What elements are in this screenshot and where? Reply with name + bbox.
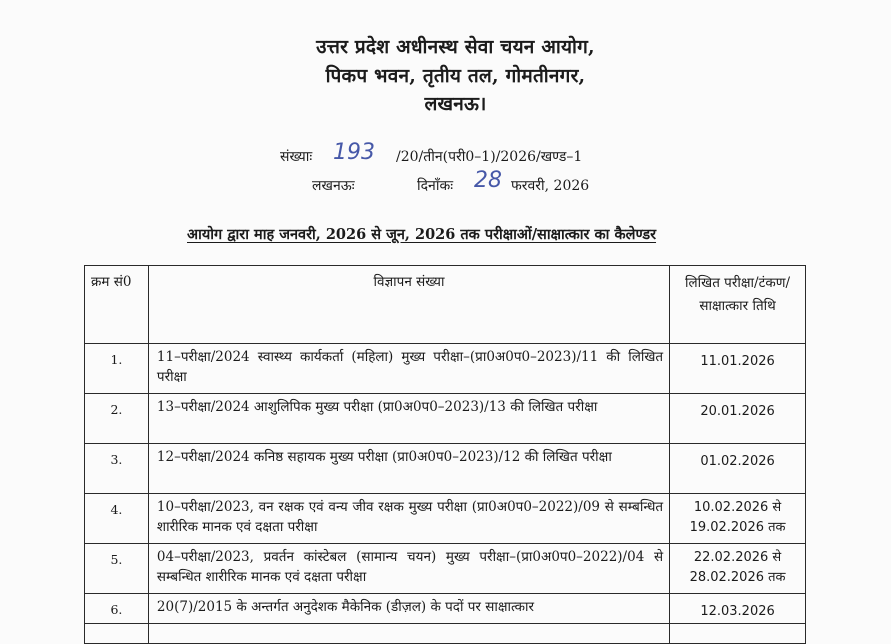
commission-city: लखनऊ। — [424, 93, 487, 115]
commission-address: पिकप भवन, तृतीय तल, गोमतीनगर, — [325, 65, 586, 87]
serial-number-cell: 2. — [85, 394, 149, 444]
date-cell: 01.02.2026 — [670, 444, 806, 494]
advertisement-cell: 20(7)/2015 के अन्तर्गत अनुदेशक मैकेनिक (डीज़ल) के पदों पर साक्षात्कार — [148, 594, 669, 624]
advertisement-cell — [148, 624, 669, 644]
date-month-year: फरवरी, 2026 — [511, 178, 590, 194]
date-cell: 12.03.2026 — [670, 594, 806, 624]
table-row — [85, 544, 806, 594]
date-cell: 11.01.2026 — [670, 344, 806, 394]
advertisement-cell: 12–परीक्षा/2024 कनिष्ठ सहायक मुख्य परीक्षा (प्रा0अ0प0–2023)/12 की लिखित परीक्षा — [148, 444, 669, 494]
serial-number-cell: 5. — [85, 544, 149, 594]
reference-code: /20/तीन(परी0–1)/2026/खण्ड–1 — [396, 149, 583, 165]
serial-number-cell: 3. — [85, 444, 149, 494]
table-header-row — [85, 266, 806, 344]
exam-calendar-table — [84, 265, 806, 644]
serial-number-cell: 4. — [85, 494, 149, 544]
handwritten-reference-number: 193 — [333, 140, 375, 165]
header-serial-number: क्रम सं0 — [85, 266, 149, 344]
date-label: दिनाँकः — [417, 178, 454, 194]
reference-number-label: संख्याः — [280, 149, 313, 165]
table-row-cut-off — [85, 624, 806, 644]
table-row — [85, 444, 806, 494]
table-row — [85, 594, 806, 624]
advertisement-cell: 04–परीक्षा/2023, प्रवर्तन कांस्टेबल (सामान्य चयन) मुख्य परीक्षा–(प्रा0अ0प0–2022)/04 से सम्बन्धित शारीरिक मानक एवं दक्षता परीक्षा — [148, 544, 669, 594]
advertisement-cell: 13–परीक्षा/2024 आशुलिपिक मुख्य परीक्षा (प्रा0अ0प0–2023)/13 की लिखित परीक्षा — [148, 394, 669, 444]
table-row — [85, 394, 806, 444]
advertisement-cell: 11–परीक्षा/2024 स्वास्थ्य कार्यकर्ता (महिला) मुख्य परीक्षा–(प्रा0अ0प0–2023)/11 की लिखित परीक्षा — [148, 344, 669, 394]
serial-number-cell: 6. — [85, 594, 149, 624]
serial-number-cell — [85, 624, 149, 644]
table-row — [85, 344, 806, 394]
commission-name: उत्तर प्रदेश अधीनस्थ सेवा चयन आयोग, — [316, 36, 595, 58]
advertisement-cell: 10–परीक्षा/2023, वन रक्षक एवं वन्य जीव रक्षक मुख्य परीक्षा (प्रा0अ0प0–2022)/09 से सम्बन्धित शारीरिक मानक एवं दक्षता परीक्षा — [148, 494, 669, 544]
table-row — [85, 494, 806, 544]
calendar-title: आयोग द्वारा माह जनवरी, 2026 से जून, 2026 तक परीक्षाओं/साक्षात्कार का कैलेण्डर — [187, 226, 657, 243]
serial-number-cell: 1. — [85, 344, 149, 394]
date-cell: 22.02.2026 से 28.02.2026 तक — [670, 544, 806, 594]
date-cell — [670, 624, 806, 644]
place-label: लखनऊः — [312, 178, 355, 194]
date-cell: 10.02.2026 से 19.02.2026 तक — [670, 494, 806, 544]
handwritten-date-day: 28 — [474, 168, 502, 193]
header-exam-date: लिखित परीक्षा/टंकण/ साक्षात्कार तिथि — [670, 266, 806, 344]
date-cell: 20.01.2026 — [670, 394, 806, 444]
header-advertisement-number: विज्ञापन संख्या — [148, 266, 669, 344]
